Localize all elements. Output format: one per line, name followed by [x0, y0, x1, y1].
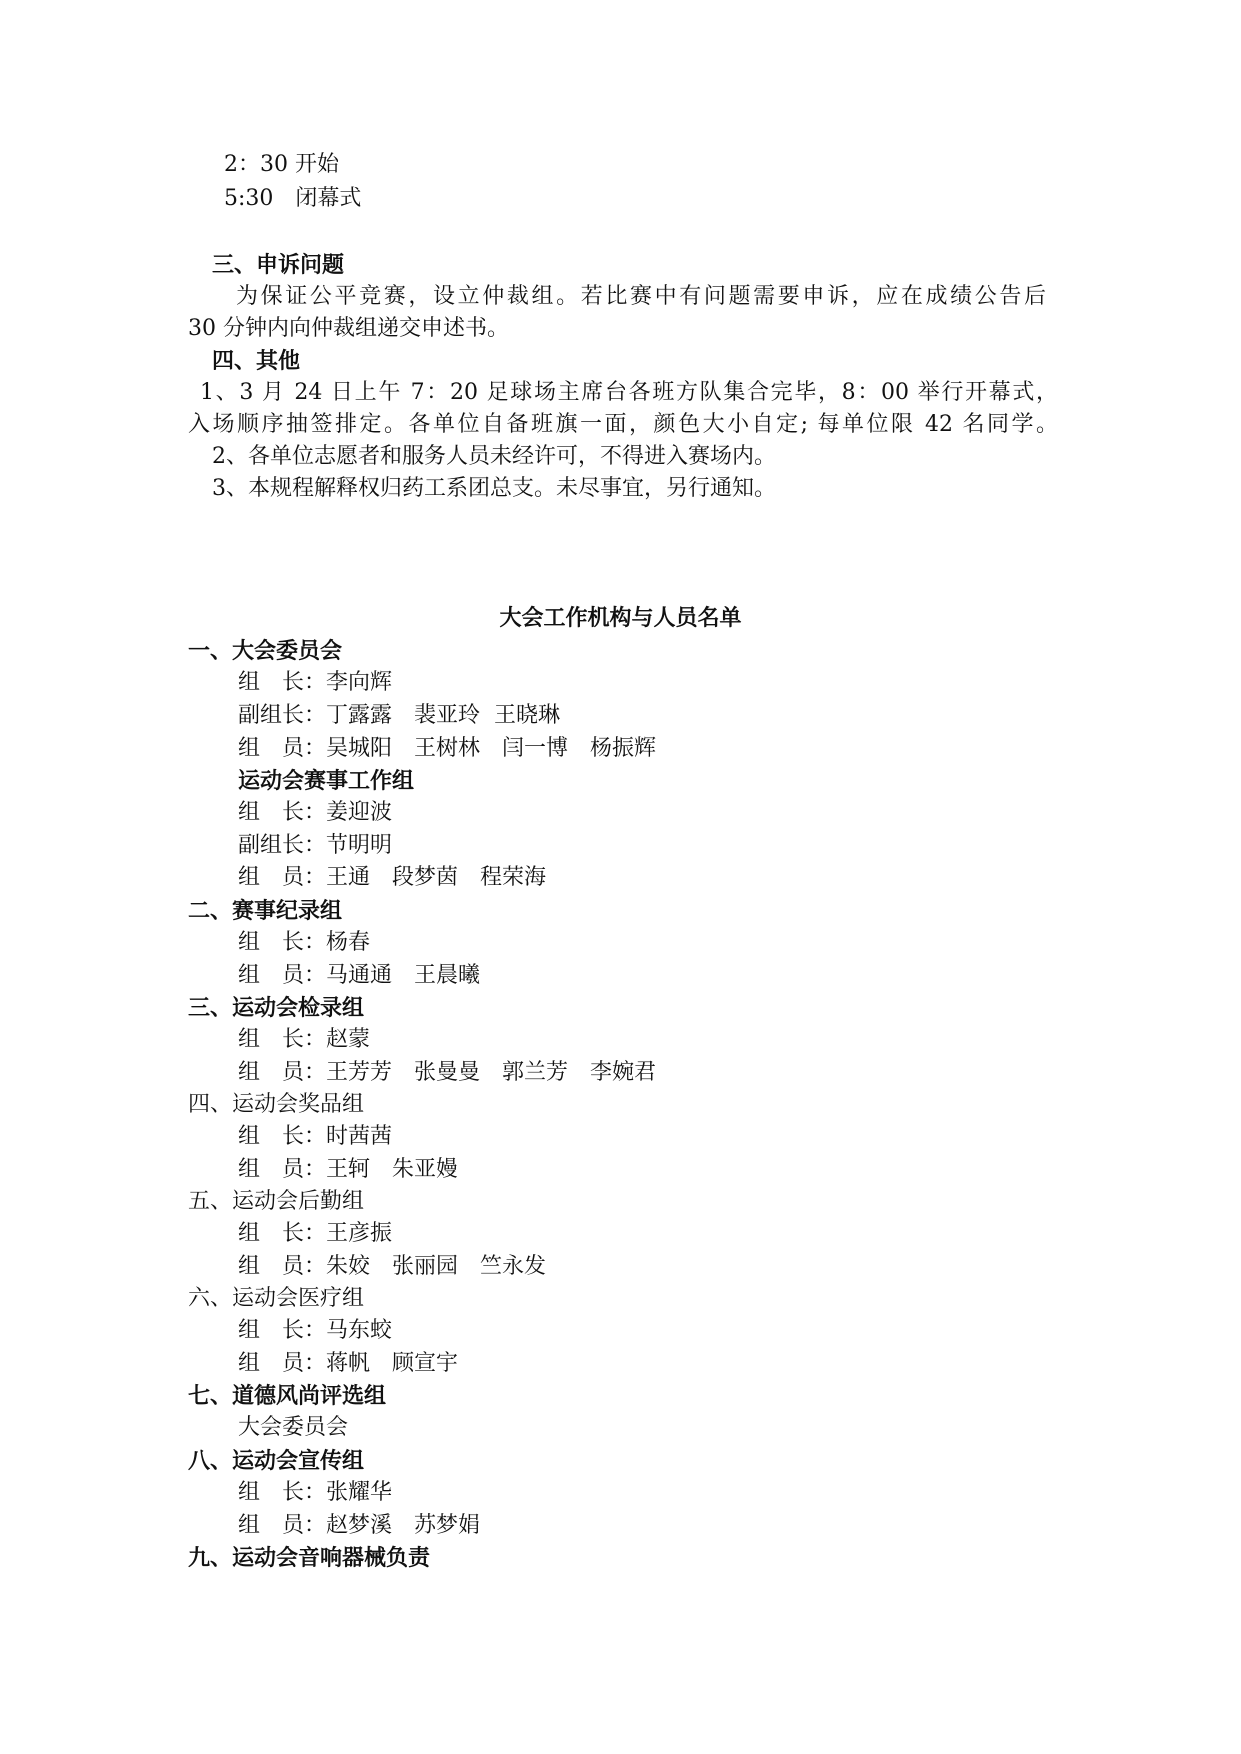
- org-title: 大会工作机构与人员名单: [499, 605, 742, 631]
- appeal-line-2: 30 分钟内向仲裁组递交申述书。: [188, 316, 509, 341]
- schedule-start: 2：30 开始: [224, 152, 339, 177]
- other-item-1-line-1: 1、3 月 24 日上午 7：20 足球场主席台各班方队集合完毕，8：00 举行开幕式，: [200, 380, 1058, 405]
- other-item-2: 2、各单位志愿者和服务人员未经许可，不得进入赛场内。: [212, 444, 776, 469]
- publicity-members: 组 员：赵梦溪 苏梦娟: [238, 1513, 481, 1538]
- event-members: 组 员：王通 段梦茵 程荣海: [238, 865, 547, 890]
- record-leader: 组 长：杨春: [238, 930, 371, 955]
- logistics-heading: 五、运动会后勤组: [188, 1189, 365, 1214]
- other-heading: 四、其他: [212, 348, 301, 374]
- checkin-leader: 组 长：赵蒙: [238, 1027, 371, 1052]
- appeal-line-1: 为保证公平竞赛，设立仲裁组。若比赛中有问题需要申诉，应在成绩公告后: [236, 284, 1046, 309]
- checkin-members: 组 员：王芳芳 张曼曼 郭兰芳 李婉君: [238, 1060, 657, 1085]
- committee-heading: 一、大会委员会: [188, 638, 343, 664]
- committee-members: 组 员：吴城阳 王树林 闫一博 杨振辉: [238, 736, 657, 761]
- medical-heading: 六、运动会医疗组: [188, 1286, 365, 1311]
- committee-deputy: 副组长：丁露露 裴亚玲 王晓琳: [238, 703, 560, 728]
- record-heading: 二、赛事纪录组: [188, 898, 343, 924]
- medical-leader: 组 长：马东蛟: [238, 1318, 393, 1343]
- prize-heading: 四、运动会奖品组: [188, 1092, 365, 1117]
- ethics-heading: 七、道德风尚评选组: [188, 1383, 387, 1409]
- logistics-leader: 组 长：王彦振: [238, 1221, 393, 1246]
- event-heading: 运动会赛事工作组: [238, 768, 415, 794]
- schedule-closing: 5:30 闭幕式: [224, 186, 362, 211]
- record-members: 组 员：马通通 王晨曦: [238, 963, 481, 988]
- publicity-heading: 八、运动会宣传组: [188, 1448, 365, 1474]
- event-deputy: 副组长：节明明: [238, 833, 393, 858]
- publicity-leader: 组 长：张耀华: [238, 1480, 393, 1505]
- other-item-3: 3、本规程解释权归药工系团总支。未尽事宜，另行通知。: [212, 476, 776, 501]
- event-leader: 组 长：姜迎波: [238, 800, 393, 825]
- medical-members: 组 员：蒋帆 顾宣宇: [238, 1351, 459, 1376]
- other-item-1-line-2: 入场顺序抽签排定。各单位自备班旗一面，颜色大小自定; 每单位限 42 名同学。: [188, 412, 1058, 437]
- appeal-heading: 三、申诉问题: [212, 252, 345, 278]
- logistics-members: 组 员：朱姣 张丽园 竺永发: [238, 1254, 547, 1279]
- prize-members: 组 员：王轲 朱亚嫚: [238, 1157, 459, 1182]
- committee-leader: 组 长：李向辉: [238, 670, 393, 695]
- prize-leader: 组 长：时茜茜: [238, 1124, 393, 1149]
- ethics-body: 大会委员会: [238, 1415, 349, 1440]
- audio-heading: 九、运动会音响器械负责: [188, 1545, 431, 1571]
- checkin-heading: 三、运动会检录组: [188, 995, 365, 1021]
